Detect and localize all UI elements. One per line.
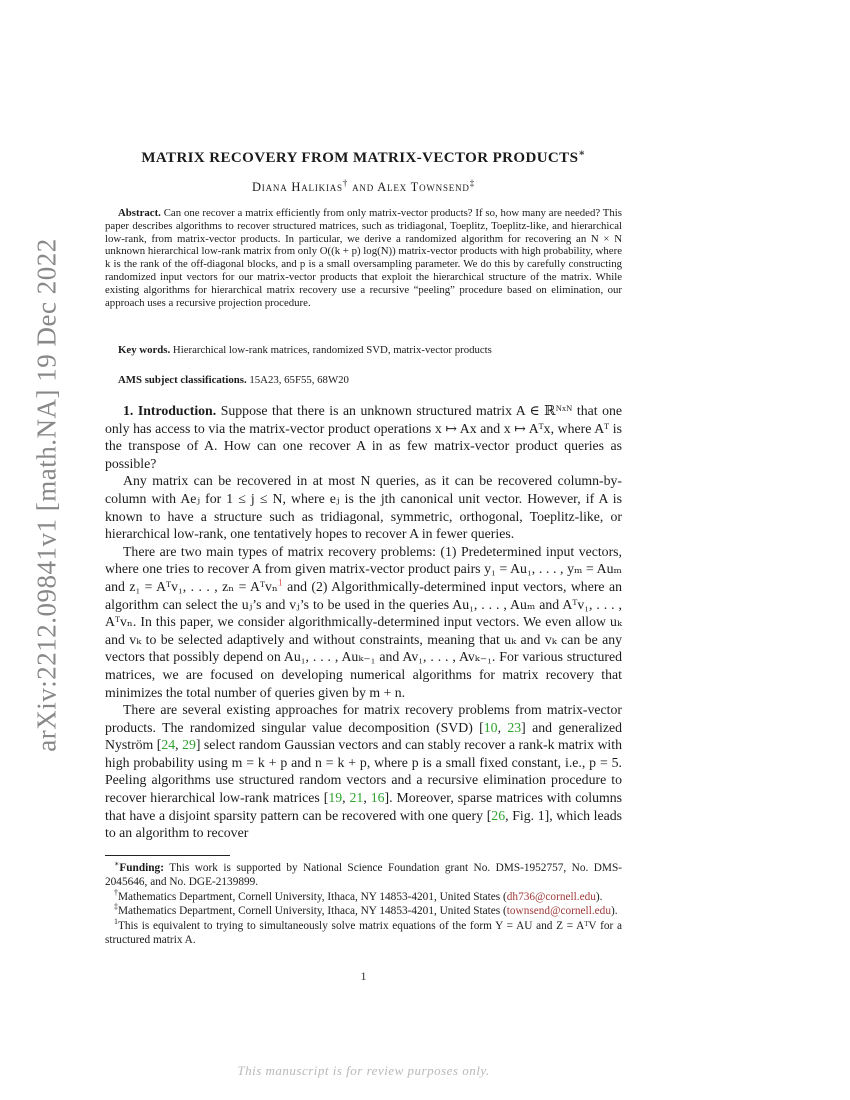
introduction-section <box>105 402 622 842</box>
keywords-label: Key words. <box>118 344 171 356</box>
intro-paragraph-4-text: ]. Moreover, sparse matrices with columns that have a disjoint sparsity pattern can be recovered with one query [ <box>105 790 622 823</box>
intro-paragraph-3-text: There are two main types of matrix recovery problems: (1) Predetermined input vectors, where one tries to recover A from given matrix-vector product pairs y₁ = Au₁, . . . , yₘ = Auₘ and z₁ = Aᵀv₁, . . . , zₙ = Aᵀvₙ <box>105 543 622 594</box>
intro-paragraph-4-text: , Fig. 1], which leads to an algorithm to recover <box>105 807 623 841</box>
citation-23[interactable]: 23 <box>507 719 522 735</box>
intro-paragraph-4-text: ] and generalized Nyström [ <box>105 719 622 753</box>
citation-10[interactable]: 10 <box>483 719 498 735</box>
footnote-funding <box>105 861 622 890</box>
intro-paragraph-3 <box>105 543 622 701</box>
footnote-author-2-text: Mathematics Department, Cornell University, Ithaca, NY 14853-4201, United States ( <box>117 905 507 918</box>
authors-line <box>105 178 622 195</box>
intro-paragraph-1-text: Suppose that there is an unknown structured matrix A ∈ ℝᴺˣᴺ that one only has access to via the matrix-vector product operations x ↦ Ax and x ↦ Aᵀx, where Aᵀ is the transpose of A. How can one recover A in as few matrix-vector product queries as possible? <box>105 403 622 471</box>
keywords-text: Hierarchical low-rank matrices, randomized SVD, matrix-vector products <box>172 344 492 356</box>
abstract-block <box>105 207 622 309</box>
citation-24[interactable]: 24 <box>161 737 176 753</box>
intro-paragraph-4-text: , <box>175 737 183 753</box>
citation-21[interactable]: 21 <box>349 790 364 806</box>
email-link-townsend[interactable]: townsend@cornell.edu <box>506 905 611 918</box>
title-footnote-mark: ∗ <box>578 148 586 159</box>
keywords-line <box>105 344 622 357</box>
author-2: Alex Townsend <box>377 180 470 195</box>
footnote-ref-1[interactable]: 1 <box>277 577 283 589</box>
footnote-funding-label: Funding: <box>119 862 164 874</box>
intro-paragraph-4-text: , <box>497 719 508 735</box>
intro-paragraph-1 <box>105 402 622 472</box>
footnotes-block <box>105 861 622 947</box>
ams-label: AMS subject classifications. <box>118 374 247 386</box>
abstract-paragraph <box>105 207 622 309</box>
intro-paragraph-4-text: ] select random Gaussian vectors and can stably recover a rank-k matrix with high probability using m = k + p and n = k + p, where p is a small fixed constant, i.e., p = 5. Peeling algorithms use structured random vectors and a recursive elimination procedure to recover hierarchical low-rank matrices [ <box>105 737 622 806</box>
footnote-1 <box>105 916 622 948</box>
citation-29[interactable]: 29 <box>182 737 196 753</box>
footnote-1-mark: 1 <box>114 916 118 926</box>
ams-line <box>105 374 622 387</box>
author-1: Diana Halikias <box>251 180 343 195</box>
paper-title-text: MATRIX RECOVERY FROM MATRIX-VECTOR PRODUCTS <box>141 150 579 166</box>
keywords-block <box>105 344 622 357</box>
review-footer: This manuscript is for review purposes only. <box>237 1063 490 1078</box>
footnote-funding-mark: ∗ <box>114 859 120 869</box>
citation-16[interactable]: 16 <box>370 790 385 806</box>
page-number: 1 <box>360 969 367 983</box>
citation-26[interactable]: 26 <box>491 807 506 823</box>
intro-paragraph-3-text: and (2) Algorithmically-determined input vectors, where an algorithm can select the uⱼ’s and vⱼ’s to be used in the queries Au₁, . . . , Auₘ and Aᵀv₁, . . . , Aᵀvₙ. In this paper, we consider algorithmically-determined input vectors. We even allow uₖ and vₖ to be selected adaptively and without constraints, meaning that uₖ and vₖ can be any vectors that possibly depend on Au₁, . . . , Auₖ₋₁ and Av₁, . . . , Avₖ₋₁. For various structured matrices, we are focused on developing numerical algorithms for matrix recovery that minimizes the total number of queries given by m + n. <box>105 578 622 700</box>
abstract-label: Abstract. <box>118 207 161 219</box>
author-2-footnote-mark: ‡ <box>469 178 475 188</box>
footnote-author-1-mark: † <box>114 888 118 898</box>
footnote-author-2 <box>105 904 622 918</box>
footnote-funding-text: This work is supported by National Science Foundation grant No. DMS-1952757, No. DMS-2045646, and No. DGE-2139899. <box>105 862 622 889</box>
section-heading: 1. Introduction. <box>123 403 217 418</box>
email-link-dh736[interactable]: dh736@cornell.edu <box>506 890 596 903</box>
arxiv-stamp-text: arXiv:2212.09841v1 [math.NA] 19 Dec 2022 <box>31 238 62 752</box>
footnote-author-1-text: Mathematics Department, Cornell University, Ithaca, NY 14853-4201, United States ( <box>117 890 507 903</box>
intro-paragraph-2: Any matrix can be recovered in at most N queries, as it can be recovered column-by-column with Aeⱼ for 1 ≤ j ≤ N, where eⱼ is the jth canonical unit vector. However, if A is known to have a structure such as tridiagonal, symmetric, orthogonal, Toeplitz-like, or hierarchical low-rank, one tentatively hopes to recover A in fewer queries. <box>105 473 622 542</box>
author-separator: and <box>348 180 378 195</box>
footnote-author-2-text: ). <box>610 905 618 918</box>
intro-paragraph-4-text: , <box>363 790 371 806</box>
abstract-text: Can one recover a matrix efficiently from only matrix-vector products? If so, how many are needed? This paper describes algorithms to recover structured matrices, such as tridiagonal, Toeplitz, Toeplitz-like, and hierarchical low-rank, from matrix-vector products. In particular, we derive a randomized algorithm for recovering an N × N unknown hierarchical low-rank matrix from only O((k + p) log(N)) matrix-vector products with high probability, where k is the rank of the off-diagonal blocks, and p is a small oversampling parameter. We do this by carefully constructing randomized input vectors for our matrix-vector products that exploit the hierarchical structure of the matrix. While existing algorithms for hierarchical matrix recovery use a recursive “peeling” procedure based on elimination, our approach uses a recursive projection procedure. <box>105 207 622 309</box>
footnote-1-text: This is equivalent to trying to simultaneously solve matrix equations of the form Y = AU and Z = AᵀV for a structured matrix A. <box>105 919 622 947</box>
citation-19[interactable]: 19 <box>328 790 343 806</box>
intro-paragraph-4 <box>105 701 622 842</box>
ams-text: 15A23, 65F55, 68W20 <box>249 374 349 386</box>
footnote-rule <box>105 855 230 856</box>
author-1-footnote-mark: † <box>342 178 349 188</box>
intro-paragraph-4-text: , <box>342 790 350 806</box>
ams-block <box>105 374 622 387</box>
footnote-author-2-mark: ‡ <box>114 902 118 912</box>
footnote-author-1 <box>105 890 622 904</box>
footnote-author-1-text: ). <box>595 890 603 903</box>
paper-title <box>105 148 622 167</box>
intro-paragraph-4-text: There are several existing approaches for matrix recovery problems from matrix-vector products. The randomized singular value decomposition (SVD) [ <box>105 702 622 735</box>
